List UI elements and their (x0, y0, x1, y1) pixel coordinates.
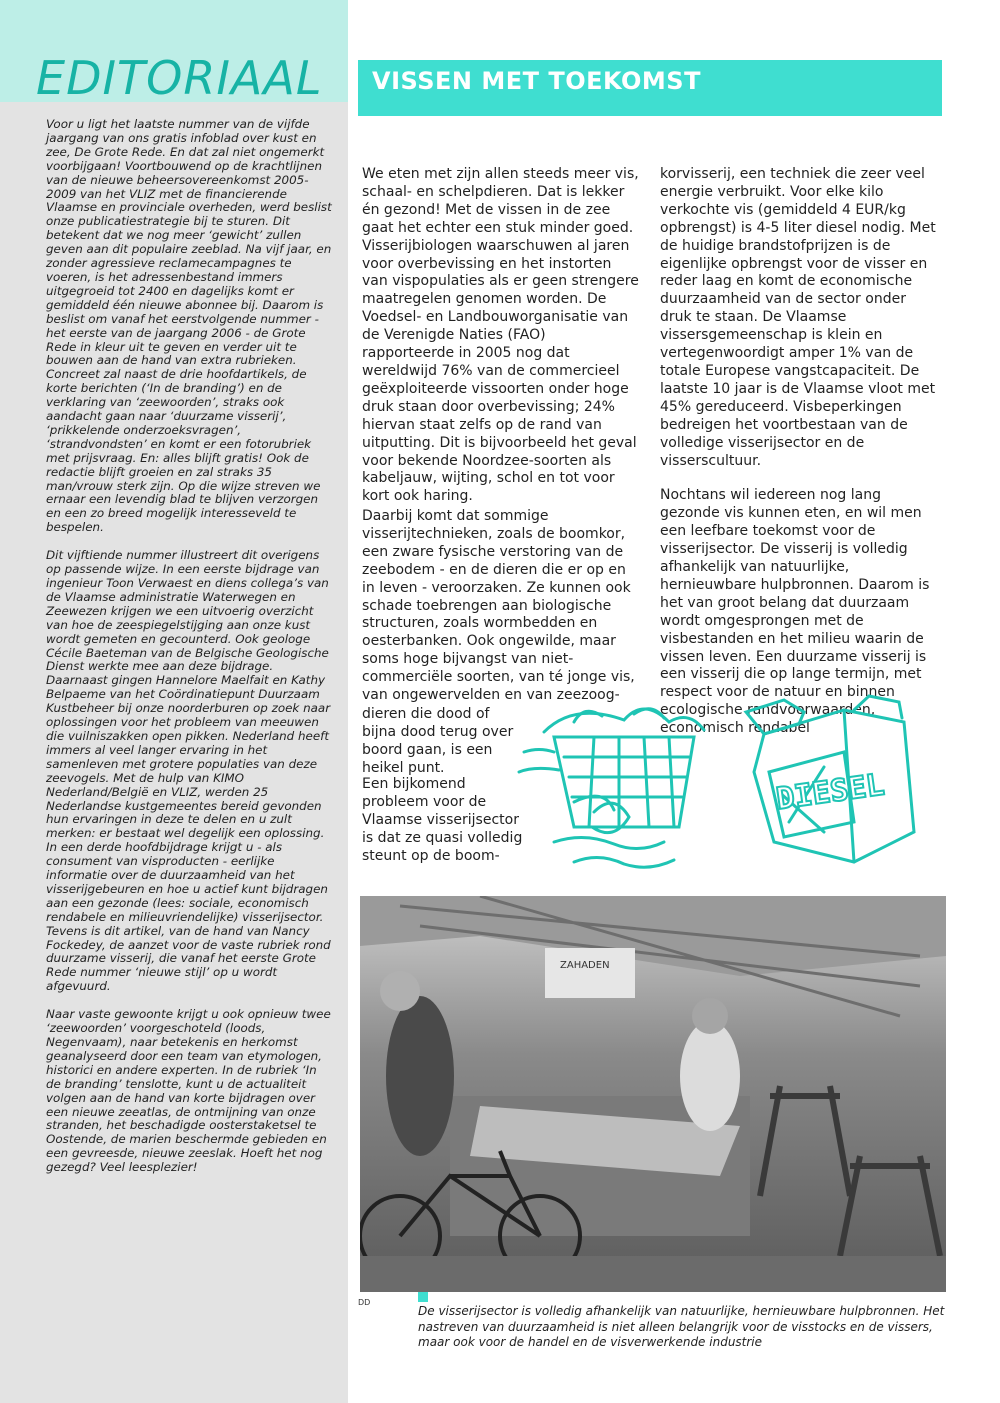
article-column-1-wrap-2 (362, 776, 530, 883)
photo-caption: De visserijsector is volledig afhankelijk van natuurlijke, hernieuwbare hulpbronnen. Het nastreven van duurzaamheid is niet alleen belangrijk voor de visstocks en de vissers, maar ook voor de handel en de visverwerkende industrie (418, 1304, 945, 1349)
cyclist-head (380, 971, 420, 1011)
article-paragraph: dieren die dood of bijna dood terug over boord gaan, is een heikel punt. (362, 706, 514, 776)
article-paragraph: Nochtans wil iedereen nog lang gezonde vis kunnen eten, en wil men een leefbare toekomst voor de visserijsector. De visserij is volledig afhankelijk van natuurlijke, hernieuwbare hulpbronnen. Daarom is het van groot belang dat duurzaam wordt omgesprongen met de visbestanden en het milieu waarin de vissen leven. Een duurzame visserij is een visserij die op lange termijn, met respect voor de natuur en binnen ecologische randvoorwaarden, economisch rendabel (660, 487, 930, 737)
diesel-label: DIESEL (774, 767, 887, 818)
photo-credit: DD (358, 1298, 371, 1307)
editorial-header (0, 0, 348, 105)
article-title-band (358, 60, 942, 116)
fish-basket-icon (519, 709, 704, 867)
floor (360, 1256, 946, 1292)
editorial-paragraph: Dit vijftiende nummer illustreert dit overigens op passende wijze. In een eerste bijdrage van ingenieur Toon Verwaest en diens collega’s van de Vlaamse administratie Waterwegen en Zeewezen krijgen we een uitvoerig overzicht van hoe de zeespiegelstijging aan onze kust wordt gemeten en gecounterd. Ook geologe Cécile Baeteman van de Belgische Geologische Dienst werkte mee aan deze bijdrage. Daarnaast gingen Hannelore Maelfait en Kathy Belpaeme van het Coördinatiepunt Duurzaam Kustbeheer bij onze noorderburen op zoek naar oplossingen voor het probleem van meeuwen die vuilniszakken open pikken. Nederland heeft immers al veel langer ervaring in het samenleven met grotere populaties van deze zeevogels. Met de hulp van KIMO Nederland/België en VLIZ, werden 25 Nederlandse kustgemeentes bereid gevonden hun ervaringen in deze te delen en u zult merken: er bestaat wel degelijk een oplossing. In een derde hoofdbijdrage krijgt u - als consument van visproducten - eerlijke informatie over de duurzaamheid van het visserijgebeuren en hoe u actief kunt bijdragen aan een gezonde (lees: sociale, economisch rendabele en milieuvriendelijke) visserijsector. Tevens is dit artikel, van de hand van Nancy Fockedey, de aanzet voor de vaste rubriek rond duurzame visserij, die vanaf het eerste Grote Rede nummer ‘nieuwe stijl’ op u wordt afgevuurd. (46, 548, 331, 994)
article-title: VISSEN MET TOEKOMST (372, 67, 701, 95)
fish-market-photo (360, 896, 946, 1292)
article-column-1 (362, 166, 640, 523)
vendor-head (692, 998, 728, 1034)
editorial-title: EDITORIAAL (36, 51, 323, 105)
market-sign-text: ZAHADEN (560, 960, 610, 971)
editorial-sidebar (0, 0, 348, 1403)
article-paragraph: Een bijkomend probleem voor de Vlaamse visserijsector is dat ze quasi volledig steunt op de boom- (362, 776, 523, 864)
caption-marker (418, 1292, 428, 1302)
article-column-1-continued (362, 508, 640, 722)
fish-basket-diesel-illustration (514, 692, 934, 882)
article-column-2 (660, 166, 940, 755)
article-paragraph: Daarbij komt dat sommige visserijtechnieken, zoals de boomkor, een zware fysische verstoring van de zeebodem - en de dieren die er op en in leven - veroorzaken. Ze kunnen ook schade toebrengen aan biologische structuren, zoals wormbedden en oesterbanken. Ook ongewilde, maar soms hoge bijvangst van niet-commerciële soorten, van té jonge vis, van ongewervelden en van zeezoog- (362, 508, 635, 704)
market-sign (545, 948, 635, 998)
article-paragraph: korvisserij, een techniek die zeer veel energie verbruikt. Voor elke kilo verkochte vis (gemiddeld 4 EUR/kg opbrengst) is 4-5 liter diesel nodig. Met de huidige brandstofprijzen is de eigenlijke opbrengst voor de visser en reder laag en komt de economische duurzaamheid van de sector onder druk te staan. De Vlaamse vissersgemeenschap is klein en vertegenwoordigt amper 1% van de totale Europese vangstcapaciteit. De laatste 10 jaar is de Vlaamse vloot met 45% gereduceerd. Visbeperkingen bedreigen het voortbestaan van de volledige visserijsector en de visserscultuur. (660, 166, 936, 469)
editorial-paragraph: Naar vaste gewoonte krijgt u ook opnieuw twee ‘zeewoorden’ voorgeschoteld (loods, Negenvaam), naar betekenis en herkomst geanalyseerd door een team van etymologen, historici en andere experten. In de rubriek ‘In de branding’ tenslotte, kunt u de actualiteit volgen aan de hand van korte bijdragen over een nieuwe zeeatlas, de ontmijning van onze stranden, het beschadigde oosterstaketsel te Oostende, de marien beschermde gebieden en een gevreesde, nieuwe zeeslak. Hoeft het nog gezegd? Veel leesplezier! (46, 1007, 331, 1175)
vendor (680, 1021, 740, 1131)
article-paragraph: We eten met zijn allen steeds meer vis, schaal- en schelpdieren. Dat is lekker én gezond! Met de vissen in de zee gaat het echter een stuk minder goed. Visserijbiologen waarschuwen al jaren voor overbevissing en het instorten van vispopulaties als er geen strengere maatregelen genomen worden. De Voedsel- en Landbouworganisatie van de Verenigde Naties (FAO) rapporteerde in 2005 nog dat wereldwijd 76% van de commercieel geëxploiteerde vissoorten onder hoge druk staan door overbevissing; 24% hiervan staat zelfs op de rand van uitputting. Dit is bijvoorbeeld het geval voor bekende Noordzee-soorten als kabeljauw, wijting, schol en tot voor kort ook haring. (362, 166, 639, 505)
cyclist (386, 996, 454, 1156)
editorial-paragraph: Voor u ligt het laatste nummer van de vijfde jaargang van ons gratis infoblad over kust en zee, De Grote Rede. En dat zal niet ongemerkt voorbijgaan! Voortbouwend op de krachtlijnen van de nieuwe beheersovereenkomst 2005-2009 van het VLIZ met de financierende Vlaamse en provinciale overheden, werd beslist onze publicatiestrategie bij te sturen. Dit betekent dat we nog meer ‘gewicht’ zullen geven aan dit populaire zeeblad. Na vijf jaar, en zonder agressieve reclamecampagnes te voeren, is het adressenbestand immers uitgegroeid tot 2400 en dagelijks komt er gemiddeld één nieuwe abonnee bij. Daarom is beslist om vanaf het eerstvolgende nummer - het eerste van de jaargang 2006 - de Grote Rede in kleur uit te geven en verder uit te bouwen aan de hand van extra rubrieken. Concreet zal naast de drie hoofdartikels, de korte berichten (‘In de branding’) en de verklaring van ‘zeewoorden’, straks ook aandacht gaan naar ‘duurzame visserij’, ‘prikkelende onderzoeksvragen’, ‘strandvondsten’ en komt er een fotorubriek met prijsvraag. En: alles blijft gratis! Ook de redactie blijft groeien en zal straks 35 man/vrouw sterk zijn. Op die wijze streven we ernaar een levendig blad te blijven verzorgen en een zo breed mogelijk interesseveld te bespelen. (46, 117, 332, 535)
editorial-body (46, 118, 332, 1189)
